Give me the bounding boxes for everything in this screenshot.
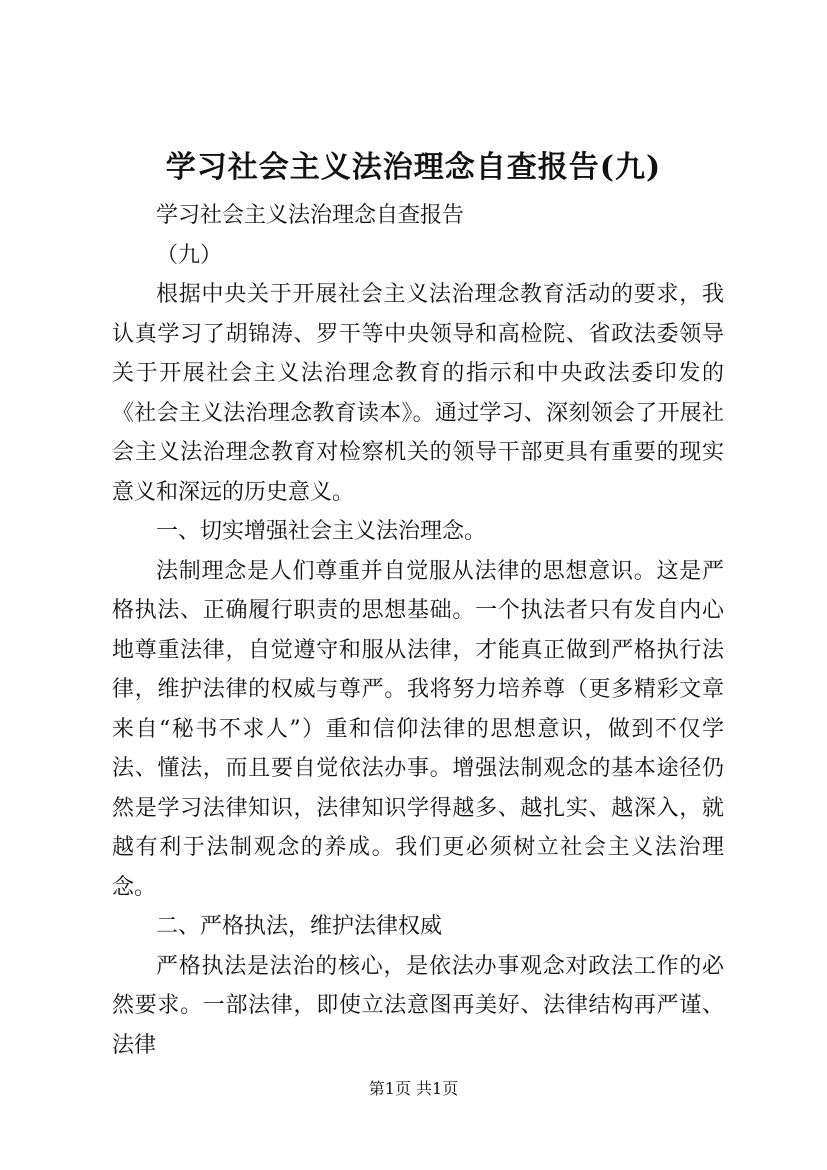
section-heading-1: 一、切实增强社会主义法治理念。 [156, 519, 487, 544]
section-2-paragraph: 严格执法是法治的核心，是依法办事观念对政法工作的必然要求。一部法律，即使立法意图再美好、法律结构再严谨、法律 [112, 953, 724, 1058]
subtitle-paragraph: 学习社会主义法治理念自查报告 [156, 203, 465, 228]
document-title: 学习社会主义法治理念自查报告(九) [165, 150, 662, 185]
section-1-paragraph: 法制理念是人们尊重并自觉服从法律的思想意识。这是严格执法、正确履行职责的思想基础。一个执法者只有发自内心地尊重法律，自觉遵守和服从法律，才能真正做到严格执行法律，维护法律的权威与尊严。我将努力培养尊（更多精彩文章来自“秘书不求人”）重和信仰法律的思想意识，做到不仅学法、懂法，而且要自觉依法办事。增强法制观念的基本途径仍然是学习法律知识，法律知识学得越多、越扎实、越深入，就越有利于法制观念的养成。我们更必须树立社会主义法治理念。 [112, 558, 724, 900]
subtitle-number-paragraph: （九） [156, 242, 223, 268]
document-body [112, 196, 724, 1065]
intro-paragraph: 根据中央关于开展社会主义法治理念教育活动的要求，我认真学习了胡锦涛、罗干等中央领导和高检院、省政法委领导关于开展社会主义法治理念教育的指示和中央政法委印发的《社会主义法治理念教育读本》。通过学习、深刻领会了开展社会主义法治理念教育对检察机关的领导干部更具有重要的现实意义和深远的历史意义。 [112, 282, 724, 505]
section-heading-2: 二、严格执法，维护法律权威 [156, 914, 443, 939]
page-footer: 第1页 共1页 [368, 1079, 459, 1098]
